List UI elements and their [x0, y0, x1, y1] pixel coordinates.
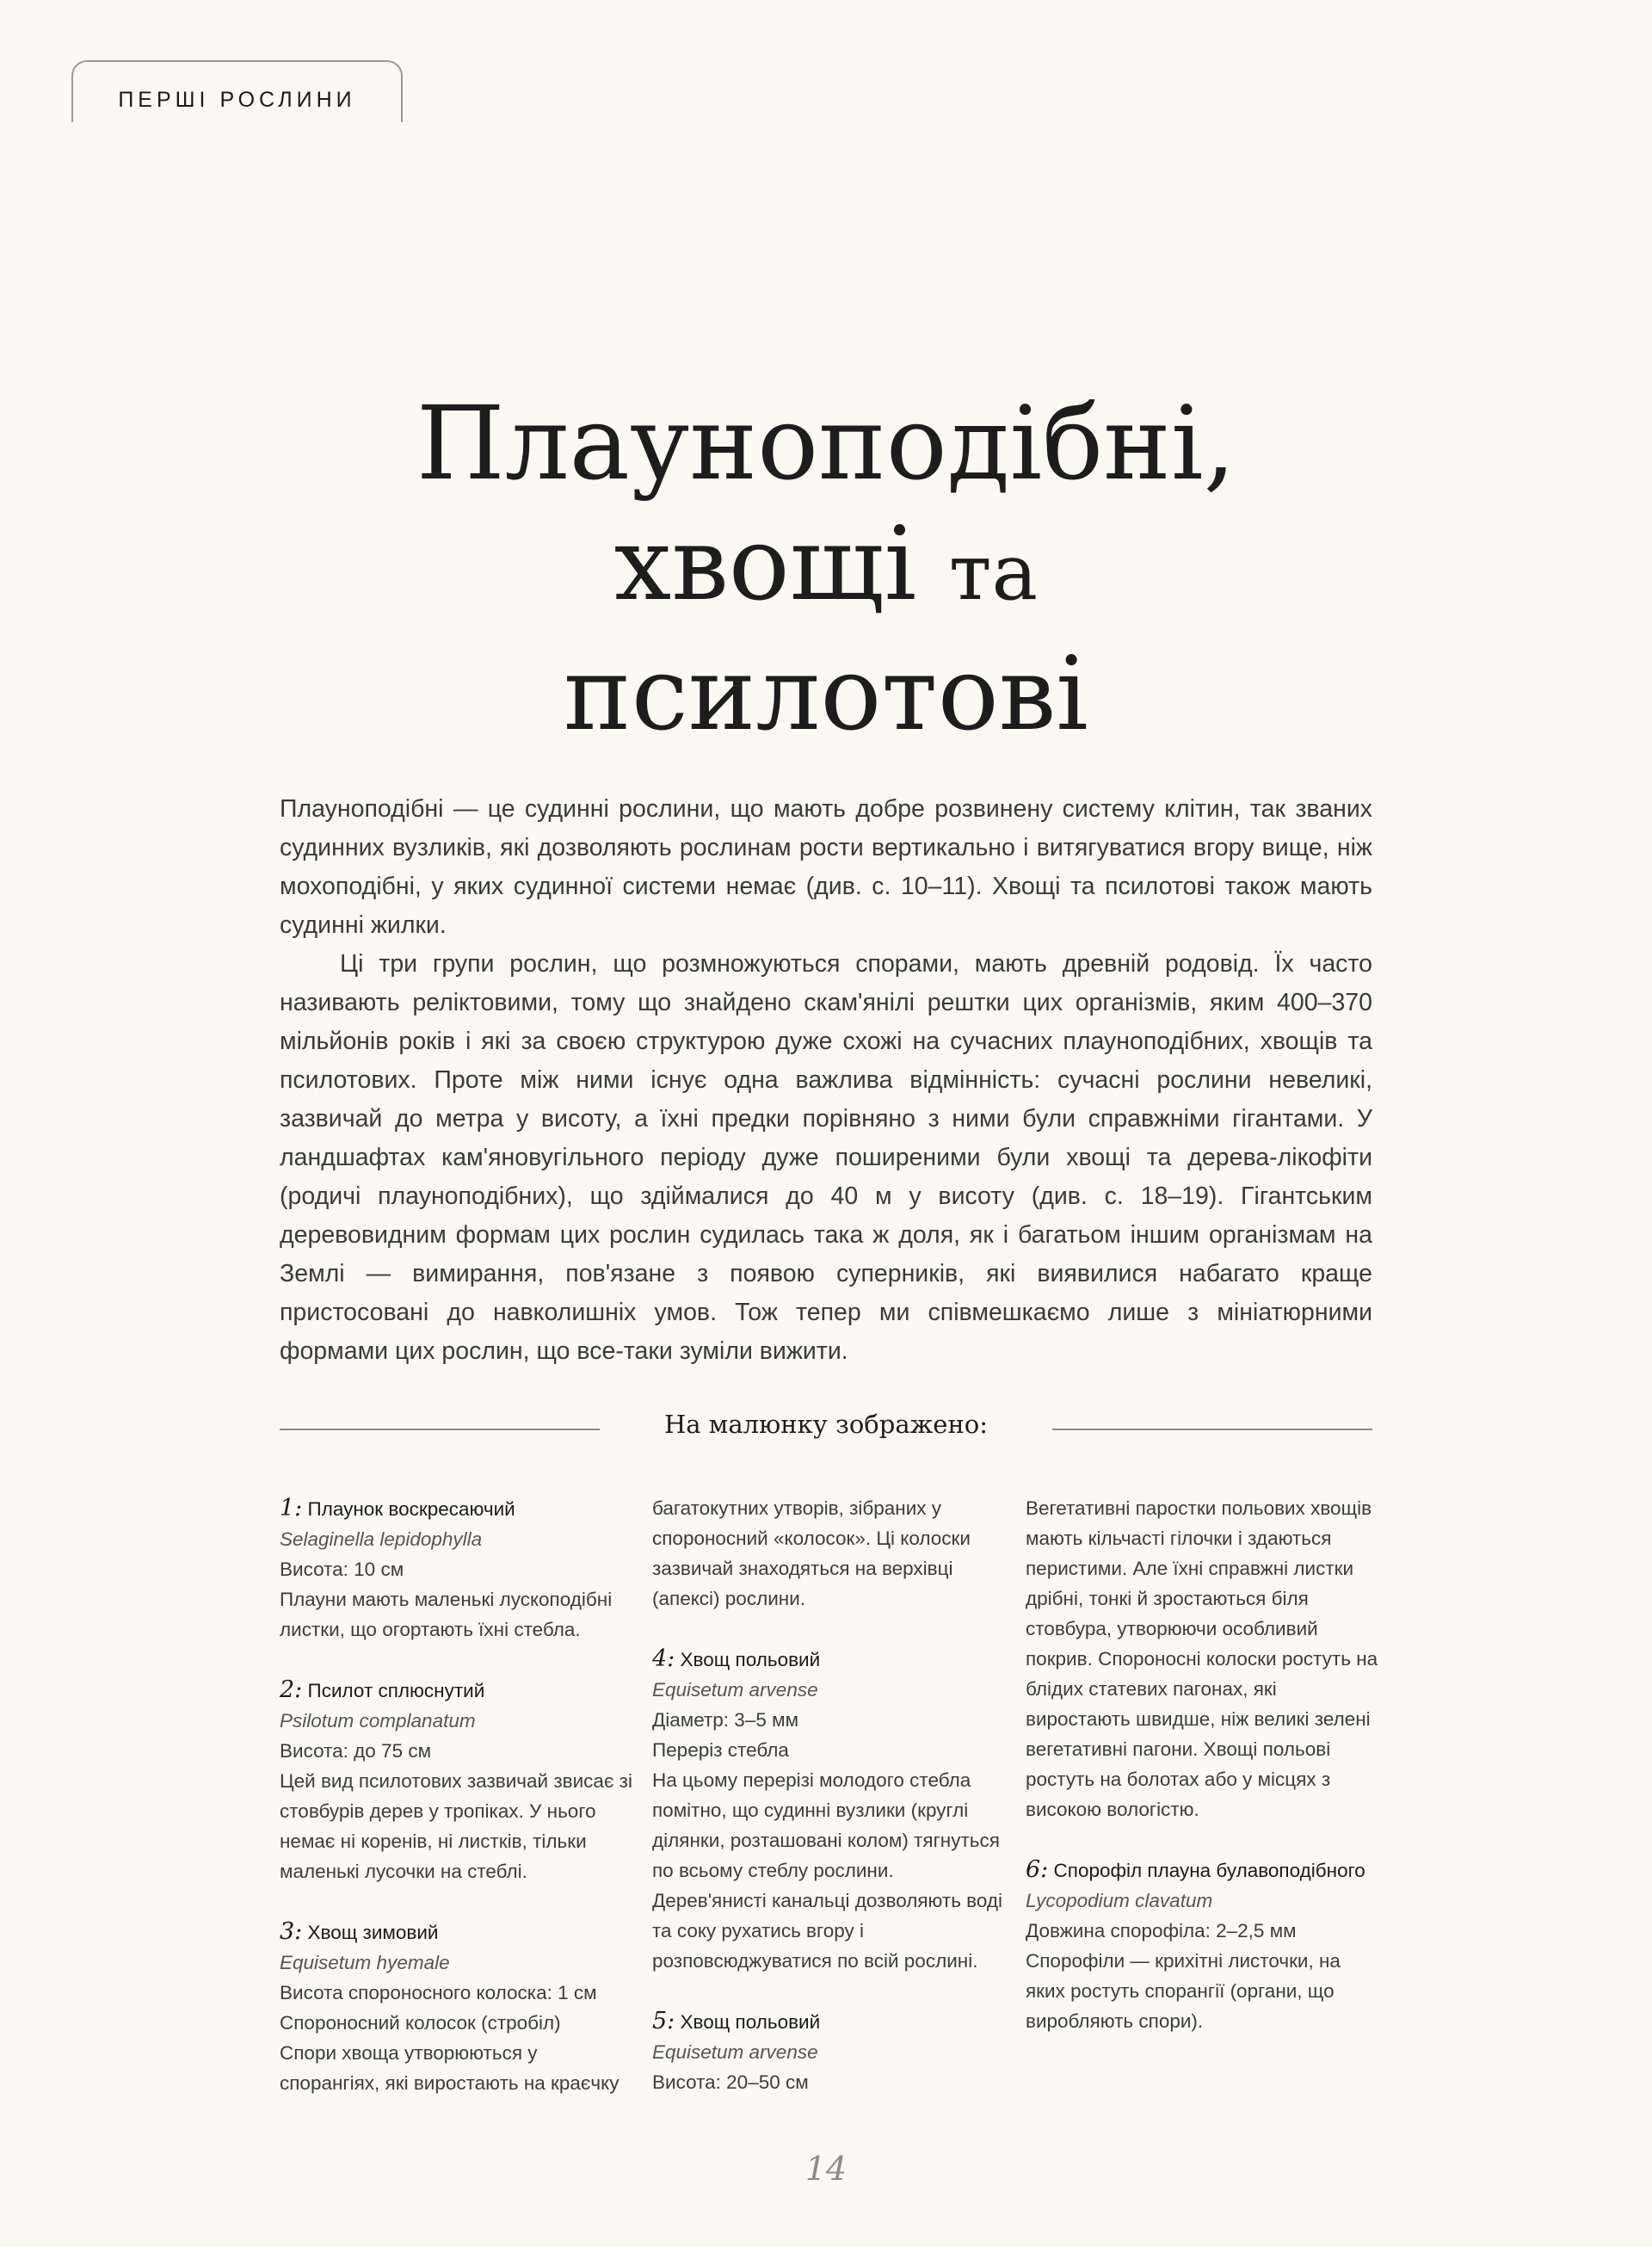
item-text: Висота спороносного колоска: 1 см [280, 1982, 597, 2003]
latin-name: Lycopodium clavatum [1026, 1890, 1213, 1911]
title-line-3: псилотові [564, 634, 1088, 753]
item-number: 1: [280, 1495, 303, 1522]
caption-item [1026, 1493, 1378, 1824]
caption-item [652, 1493, 1005, 1614]
item-number: 2: [280, 1676, 303, 1703]
item-text: Довжина спорофіла: 2–2,5 мм [1026, 1920, 1297, 1941]
item-name: Хвощ польовий [680, 2011, 821, 2033]
title-word: та [948, 528, 1039, 618]
caption-item [280, 1917, 632, 2098]
paragraph: Ці три групи рослин, що розмножуються спорами, мають древній родовід. Їх часто називають реліктовими, тому що знайдено скам'янілі рештки цих організмів, яким 400–370 мільйонів років і які за своєю структурою дуже схожі на сучасних плауноподібних, хвощів та псилотових. Проте між ними існує одна важлива відмінність: сучасні рослини невеликі, зазвичай до метра у висоту, а їхні предки порівняно з ними були справжніми гігантами. У ландшафтах кам'яновугільного періоду дуже поширеними були хвощі та дерева-лікофіти (родичі плауноподібних), що здіймалися до 40 м у висоту (див. с. 18–19). Гігантським деревовидним формам цих рослин судилась така ж доля, як і багатьом іншим організмам на Землі — вимирання, пов'язане з появою суперників, які виявилися набагато краще пристосовані до навколишніх умов. Тож тепер ми співмешкаємо лише з мініатюрними формами цих рослин, що все-таки зуміли вижити. [280, 950, 1372, 1365]
item-text: Спори хвоща утворюються у спорангіях, які виростають на краєчку [280, 2042, 620, 2094]
item-number: 3: [280, 1918, 303, 1945]
latin-name: Equisetum hyemale [280, 1952, 450, 1973]
caption-column-1 [280, 1493, 632, 2128]
item-name: Спорофіл плауна булавоподібного [1053, 1860, 1365, 1881]
caption-item [652, 2006, 1005, 2097]
item-text: Вегетативні паростки польових хвощів мають кільчасті гілочки і здаються перистими. Але їхні справжні листки дрібні, тонкі й зростаються біля стовбура, утворюючи особливий покрив. Спороносні колоски ростуть на блідих статевих пагонах, які виростають швидше, ніж великі зелені вегетативні пагони. Хвощі польові ростуть на болотах або у місцях з високою вологістю. [1026, 1497, 1378, 1820]
title-line-2 [0, 503, 1652, 633]
item-text: Спорофіли — крихітні листочки, на яких ростуть спорангії (органи, що виробляють спори). [1026, 1950, 1341, 2032]
item-text: Діаметр: 3–5 мм [652, 1709, 799, 1731]
latin-name: Selaginella lepidophylla [280, 1528, 483, 1550]
item-text: Цей вид псилотових зазвичай звисає зі стовбурів дерев у тропіках. У нього немає ні коренів, ні листків, тільки маленькі лусочки на стеблі. [280, 1770, 632, 1882]
title-line-1: Плауноподібні, [416, 384, 1236, 503]
paragraph: Плауноподібні — це судинні рослини, що мають добре розвинену систему клітин, так званих судинних вузликів, які дозволяють рослинам рости вертикально і витягуватися вгору вище, ніж мохоподібні, у яких судинної системи немає (див. с. 10–11). Хвощі та псилотові також мають судинні жилки. [280, 795, 1372, 939]
item-text: Переріз стебла [652, 1739, 789, 1761]
item-heading [1026, 1855, 1378, 1886]
caption-item [280, 1493, 632, 1645]
item-number: 5: [652, 2008, 675, 2034]
body-text [280, 790, 1372, 1371]
caption-item [280, 1675, 632, 1886]
caption-item [1026, 1855, 1378, 2036]
item-text: Плауни мають маленькі лускоподібні листки, що огортають їхні стебла. [280, 1589, 613, 1640]
title-word: хвощі [613, 504, 917, 623]
item-text: На цьому перерізі молодого стебла помітно, що судинні вузлики (круглі ділянки, розташовані колом) тягнуться по всьому стеблу рослини. Дерев'янисті канальці дозволяють воді та соку рухатись вгору і розповсюджуватися по всій рослині. [652, 1769, 1003, 1972]
divider [1052, 1429, 1372, 1430]
item-heading [652, 1644, 1005, 1675]
item-text: Висота: 10 см [280, 1559, 404, 1580]
item-heading [280, 1675, 632, 1706]
item-name: Хвощ польовий [680, 1649, 821, 1670]
item-heading [280, 1493, 632, 1524]
page-number: 14 [804, 2150, 848, 2188]
item-text: Спороносний колосок (стробіл) [280, 2012, 561, 2034]
caption-column-3 [1026, 1493, 1378, 2066]
latin-name: Psilotum complanatum [280, 1710, 476, 1732]
item-text: Висота: 20–50 см [652, 2071, 809, 2093]
caption-column-2 [652, 1493, 1005, 2127]
latin-name: Equisetum arvense [652, 1679, 818, 1701]
item-heading [652, 2006, 1005, 2037]
item-name: Плаунок воскресаючий [307, 1498, 515, 1520]
item-heading [280, 1917, 632, 1948]
item-text: багатокутних утворів, зібраних у спороносний «колосок». Ці колоски зазвичай знаходяться на верхівці (апексі) рослини. [652, 1497, 971, 1609]
latin-name: Equisetum arvense [652, 2041, 818, 2063]
item-name: Псилот сплюснутий [307, 1680, 485, 1701]
item-number: 4: [652, 1645, 675, 1672]
caption-heading: На малюнку зображено: [663, 1410, 989, 1439]
caption-item [652, 1644, 1005, 1976]
item-name: Хвощ зимовий [307, 1922, 439, 1943]
section-tab [71, 60, 403, 122]
page-title [0, 383, 1652, 754]
item-number: 6: [1026, 1856, 1049, 1883]
section-tab-label: ПЕРШІ РОСЛИНИ [118, 88, 356, 112]
item-text: Висота: до 75 см [280, 1740, 432, 1762]
